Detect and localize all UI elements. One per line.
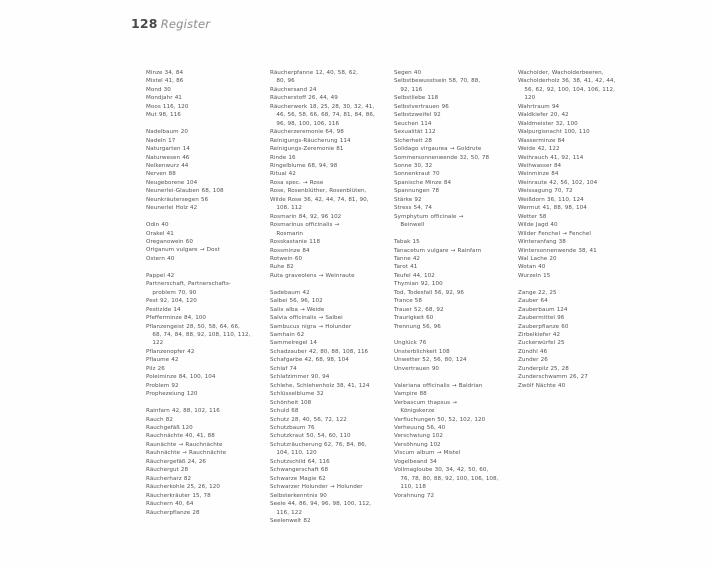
index-entry: Selbstzweifel 92 — [394, 112, 441, 119]
index-entry: Weinraute 42, 56, 102, 104 — [518, 179, 598, 186]
index-entry: Pilz 26 — [146, 365, 165, 372]
index-entry: Spannungen 78 — [394, 188, 440, 195]
index-entry: Pflanzengeist 28, 50, 58, 64, 66, — [146, 323, 240, 330]
index-entry: Oreganowein 60 — [146, 239, 193, 246]
index-entry: 110, 118 — [394, 484, 426, 491]
index-entry: Problem 92 — [146, 382, 179, 389]
index-entry: Teufel 44, 102 — [394, 272, 435, 279]
index-entry: Reinigungs-Zeremonie 81 — [270, 146, 344, 153]
index-entry: Schutzbaum 76 — [270, 425, 315, 432]
index-entry: Zaubermittel 96 — [518, 315, 565, 322]
index-entry: Zunder 26 — [518, 357, 548, 364]
index-entry: Walpurgisnacht 100, 110 — [518, 129, 590, 136]
index-entry: Salbei 56, 96, 102 — [270, 298, 323, 305]
index-entry: Ritual 42 — [270, 171, 296, 178]
index-entry: Unsterblichkeit 108 — [394, 348, 450, 355]
index-entry: Schwarze Magie 62 — [270, 475, 326, 482]
index-entry: Weißdorn 36, 110, 124 — [518, 196, 584, 203]
index-entry: Stärke 92 — [394, 196, 422, 203]
index-entry: Mut 98, 116 — [146, 112, 181, 119]
index-entry: Neunerlei Holz 42 — [146, 205, 198, 212]
index-entry: 76, 78, 80, 88, 92, 100, 106, 108, — [394, 475, 499, 482]
index-entry: Trauer 52, 68, 92 — [394, 306, 444, 313]
index-entry: Weide 42, 122 — [518, 146, 560, 153]
index-entry: Räuchergut 28 — [146, 467, 189, 474]
index-entry: Traurigkeit 60 — [394, 315, 434, 322]
index-entry: Sommersonnenwende 32, 50, 78 — [394, 154, 490, 161]
index-entry: Zange 22, 25 — [518, 289, 557, 296]
page-title: Register — [160, 17, 211, 31]
index-entry: Prophezeiung 120 — [146, 391, 198, 398]
index-entry: Zauberpflanze 60 — [518, 323, 569, 330]
index-entry: Symphytum officinale → — [394, 213, 464, 220]
index-entry: Sexualität 112 — [394, 129, 436, 136]
index-entry: Räucherwerk 18, 25, 28, 30, 32, 41, — [270, 103, 375, 110]
index-entry: Mond 30 — [146, 86, 171, 93]
index-entry: Tanne 42 — [394, 255, 421, 262]
index-entry: Schlehe, Schlehenholz 38, 41, 124 — [270, 382, 370, 389]
index-entry: Nelkenwurz 44 — [146, 162, 189, 169]
index-entry: 80, 96 — [270, 78, 295, 85]
index-entry: Versöhnung 102 — [394, 441, 441, 448]
index-entry: Wintersonnenwende 38, 41 — [518, 247, 597, 254]
index-entry: Wacholder, Wacholderbeeren, — [518, 70, 604, 76]
index-block-separator — [394, 331, 507, 339]
index-entry: Schwarzer Holunder → Holunder — [270, 484, 363, 491]
index-column-2 — [270, 69, 383, 525]
index-entry: Nadelbaum 20 — [146, 129, 188, 136]
index-entry: Stress 54, 74 — [394, 205, 433, 212]
index-entry: Wotan 40 — [518, 264, 546, 271]
index-entry: Seelenwelt 82 — [270, 518, 311, 524]
index-block-separator — [146, 399, 259, 407]
index-entry: Solidago virgaurea → Goldrute — [394, 146, 482, 153]
index-entry: Samhain 62 — [270, 332, 305, 339]
index-block-separator — [394, 373, 507, 381]
index-entry: Rosmarin — [270, 230, 304, 237]
index-entry: Räucherkohle 25, 26, 120 — [146, 484, 221, 491]
index-entry: Trennung 56, 96 — [394, 323, 441, 330]
index-entry: Schönheit 108 — [270, 399, 312, 406]
index-entry: Rotwein 60 — [270, 255, 303, 262]
index-entry: Moos 116, 120 — [146, 103, 189, 110]
index-entry: Nadeln 17 — [146, 137, 176, 144]
index-entry: Salvia officinalis → Salbei — [270, 315, 343, 322]
index-entry: Sadebaum 42 — [270, 289, 310, 296]
index-entry: Sambucus nigra → Holunder — [270, 323, 352, 330]
index-entry: Neunkräutersegen 56 — [146, 196, 209, 203]
index-block-separator — [518, 280, 638, 288]
index-entry: Weihrauch 41, 92, 114 — [518, 154, 584, 161]
index-entry: Pappel 42 — [146, 272, 175, 279]
index-column-3 — [394, 69, 507, 500]
index-entry: Schlafzimmer 90, 94 — [270, 374, 330, 381]
index-entry: Wahrtraum 94 — [518, 103, 560, 110]
index-entry: Wurzeln 15 — [518, 272, 551, 279]
index-entry: Tarot 41 — [394, 264, 418, 271]
index-entry: Odin 40 — [146, 222, 169, 229]
index-entry: Rosskastanie 118 — [270, 239, 321, 246]
index-entry: 56, 62, 92, 100, 104, 106, 112, — [518, 86, 615, 93]
index-entry: Naturgarten 14 — [146, 146, 190, 153]
page-number: 128 — [131, 16, 158, 31]
index-columns — [146, 69, 694, 525]
index-entry: Pflanzenopfer 42 — [146, 348, 195, 355]
index-entry: Neunerlei-Glauben 68, 108 — [146, 188, 224, 195]
index-entry: Rinde 16 — [270, 154, 296, 161]
index-entry: Rosmarin 84, 92, 96 102 — [270, 213, 342, 220]
index-entry: Sonnenkraut 70 — [394, 171, 440, 178]
index-entry: Vorahnung 72 — [394, 492, 435, 499]
index-entry: 96, 98, 100, 106, 116 — [270, 120, 340, 127]
index-entry: Zauber 64 — [518, 298, 548, 305]
index-block-separator — [146, 263, 259, 271]
index-entry: Rosmarinus officinalis → — [270, 222, 340, 229]
index-entry: Neugeborene 104 — [146, 179, 198, 186]
index-block-separator — [146, 213, 259, 221]
index-entry: Seele 44, 86, 94, 96, 98, 100, 112, — [270, 501, 372, 508]
index-entry: Beinwell — [394, 222, 425, 229]
index-entry: Räucherzeremonie 64, 98 — [270, 129, 344, 136]
index-entry: Partnerschaft, Partnerschafts- — [146, 281, 232, 288]
index-entry: Waldkiefer 20, 42 — [518, 112, 569, 119]
index-entry: Seuchen 114 — [394, 120, 432, 127]
index-entry: Rauchgefäß 120 — [146, 424, 193, 431]
index-entry: Verheuung 56, 40 — [394, 424, 446, 431]
index-block-separator — [270, 280, 383, 288]
index-entry: Waldmeister 32, 100 — [518, 120, 578, 127]
index-entry: Rosa spec. → Rose — [270, 179, 324, 186]
index-entry: Räucherkräuter 15, 78 — [146, 492, 211, 499]
index-entry: Räucherpfanne 12, 40, 58, 62, — [270, 70, 358, 76]
index-entry: Wermut 41, 88, 98, 104 — [518, 205, 587, 212]
index-entry: 108, 112 — [270, 205, 302, 212]
index-entry: Pfefferminze 84, 100 — [146, 315, 207, 322]
index-entry: Schutzkraut 50, 54, 60, 110 — [270, 433, 351, 440]
index-entry: Zuckerwürfel 25 — [518, 340, 565, 347]
page-header — [131, 16, 210, 31]
index-entry: Origanum vulgare → Dost — [146, 247, 220, 254]
index-entry: Thymian 92, 100 — [394, 281, 443, 288]
index-entry: Unvertrauen 90 — [394, 365, 440, 372]
index-entry: Ringelblume 68, 94, 98 — [270, 162, 338, 169]
index-entry: Ruhe 82 — [270, 264, 294, 271]
index-entry: Zündhl 46 — [518, 348, 548, 355]
index-entry: Zwölf Nächte 40 — [518, 382, 566, 389]
index-entry: Schlüsselblume 32 — [270, 391, 324, 398]
index-entry: Schwangerschaft 68 — [270, 467, 329, 474]
index-entry: 104, 110, 120 — [270, 450, 317, 457]
index-entry: Schuld 68 — [270, 408, 299, 415]
index-entry: Selbstliebe 118 — [394, 95, 439, 102]
index-entry: Verschwiung 102 — [394, 433, 443, 440]
index-entry: Räucherharz 82 — [146, 475, 192, 482]
index-entry: Schlaf 74 — [270, 365, 297, 372]
index-entry: Rose, Rosenblüther, Rosenblüten, — [270, 188, 367, 195]
index-entry: 116, 122 — [270, 509, 302, 516]
index-entry: Rainfarn 42, 88, 102, 116 — [146, 408, 220, 415]
index-entry: Zunderschwamm 26, 27 — [518, 374, 588, 381]
index-entry: Mondjahr 41 — [146, 95, 182, 102]
index-entry: Vollmagloube 30, 34, 42, 50, 60, — [394, 467, 489, 474]
index-entry: Reinigungs-Räucherung 114 — [270, 137, 351, 144]
index-entry: Vampire 88 — [394, 391, 427, 398]
index-entry: Räuchern 40, 64 — [146, 501, 194, 508]
index-entry: Selbstbewusstsein 58, 70, 88, — [394, 78, 481, 85]
index-entry: Weihwasser 84 — [518, 162, 562, 169]
index-entry: Vogelbeand 34 — [394, 458, 437, 465]
index-entry: Mistel 41, 86 — [146, 78, 184, 85]
index-entry: Pestizide 14 — [146, 306, 181, 313]
index-entry: Zirbelkiefer 42 — [518, 332, 561, 339]
index-entry: Ostern 40 — [146, 255, 175, 262]
index-entry: Sammelregel 14 — [270, 340, 317, 347]
index-entry: Winteranfang 38 — [518, 239, 566, 246]
index-entry: Ruta graveolens → Weinraute — [270, 272, 355, 279]
index-entry: Selbstvertrauen 96 — [394, 103, 449, 110]
index-entry: 92, 116 — [394, 86, 423, 93]
index-entry: Pflaume 42 — [146, 357, 179, 364]
index-entry: Raunächte → Rauchnächte — [146, 441, 223, 448]
index-entry: Segen 40 — [394, 70, 422, 76]
index-entry: Wacholderholz 36, 38, 41, 42, 44, — [518, 78, 616, 85]
index-entry: Räuchersand 24 — [270, 86, 317, 93]
index-entry: Wilder Fenchel → Fenchel — [518, 230, 591, 237]
index-entry: Wetter 58 — [518, 213, 547, 220]
index-entry: Räuchergefäß 24, 26 — [146, 458, 207, 465]
index-entry: Königskerze — [394, 408, 435, 415]
index-entry: Salix alba → Weide — [270, 306, 325, 313]
index-entry: Schutz 28, 40, 56, 72, 122 — [270, 416, 347, 423]
index-column-4 — [518, 69, 638, 390]
index-entry: Räucherpflanze 28 — [146, 509, 200, 516]
index-entry: Wilde Jagd 40 — [518, 222, 558, 229]
index-entry: Minze 34, 84 — [146, 70, 184, 76]
index-entry: Trance 58 — [394, 298, 423, 305]
index-entry: Nerven 88 — [146, 171, 176, 178]
index-entry: Tanacetum vulgare → Rainfarn — [394, 247, 482, 254]
index-entry: Weinminze 84 — [518, 171, 559, 178]
index-entry: Sicherheit 28 — [394, 137, 432, 144]
index-entry: Orakel 41 — [146, 230, 174, 237]
index-entry: Verfluchungen 50, 52, 102, 120 — [394, 416, 486, 423]
index-entry: Weissagung 70, 72 — [518, 188, 573, 195]
index-entry: Zunderpilz 25, 28 — [518, 365, 569, 372]
index-entry: Tabak 15 — [394, 239, 420, 246]
index-entry: Poleiminze 84, 100, 104 — [146, 374, 216, 381]
index-entry: Schutzräucherung 62, 76, 84, 86, — [270, 441, 367, 448]
index-entry: Spanische Minze 84 — [394, 179, 452, 186]
index-entry: Zauberbaum 124 — [518, 306, 568, 313]
index-entry: Wilde Rose 36, 42, 44, 74, 81, 90, — [270, 196, 369, 203]
index-entry: Sonne 30, 32 — [394, 162, 433, 169]
index-block-separator — [146, 120, 259, 128]
index-entry: 68, 74, 84, 88, 92, 108, 110, 112, — [146, 332, 251, 338]
index-entry: Rossminze 84 — [270, 247, 310, 254]
index-entry: Verbascum thapsus → — [394, 399, 457, 406]
index-entry: Viscum album → Mistel — [394, 450, 461, 457]
index-entry: Räucherstoff 26, 44, 49 — [270, 95, 338, 102]
index-entry: 122 — [146, 340, 164, 347]
index-entry: Rauchnächte 40, 41, 88 — [146, 433, 215, 440]
index-entry: 120 — [518, 95, 536, 102]
index-entry: Schutzschild 64, 116 — [270, 458, 330, 465]
index-entry: Schadzauber 42, 80, 88, 108, 116 — [270, 348, 369, 355]
index-entry: 46, 56, 58, 66, 68, 74, 81, 84, 86, — [270, 112, 375, 119]
index-entry: Unwetter 52, 56, 80, 124 — [394, 357, 467, 364]
index-column-1 — [146, 69, 259, 517]
index-entry: problem 70, 90 — [146, 289, 197, 296]
index-entry: Schafgarbe 42, 68, 98, 104 — [270, 357, 349, 364]
index-entry: Rauch 82 — [146, 416, 173, 423]
index-entry: Valeriana officinalis → Baldrian — [394, 382, 483, 389]
index-block-separator — [394, 230, 507, 238]
index-entry: Rauhnächte → Rauchnächte — [146, 450, 227, 457]
index-entry: Unglück 76 — [394, 340, 427, 347]
index-entry: Naturwesen 46 — [146, 154, 190, 161]
index-entry: Tod, Todesfall 56, 92, 96 — [394, 289, 464, 296]
index-entry: Wal Lache 20 — [518, 255, 557, 262]
index-entry: Wasserminze 84 — [518, 137, 565, 144]
index-entry: Selbsterkenntnis 90 — [270, 492, 327, 499]
index-entry: Pest 92, 104, 120 — [146, 298, 197, 305]
